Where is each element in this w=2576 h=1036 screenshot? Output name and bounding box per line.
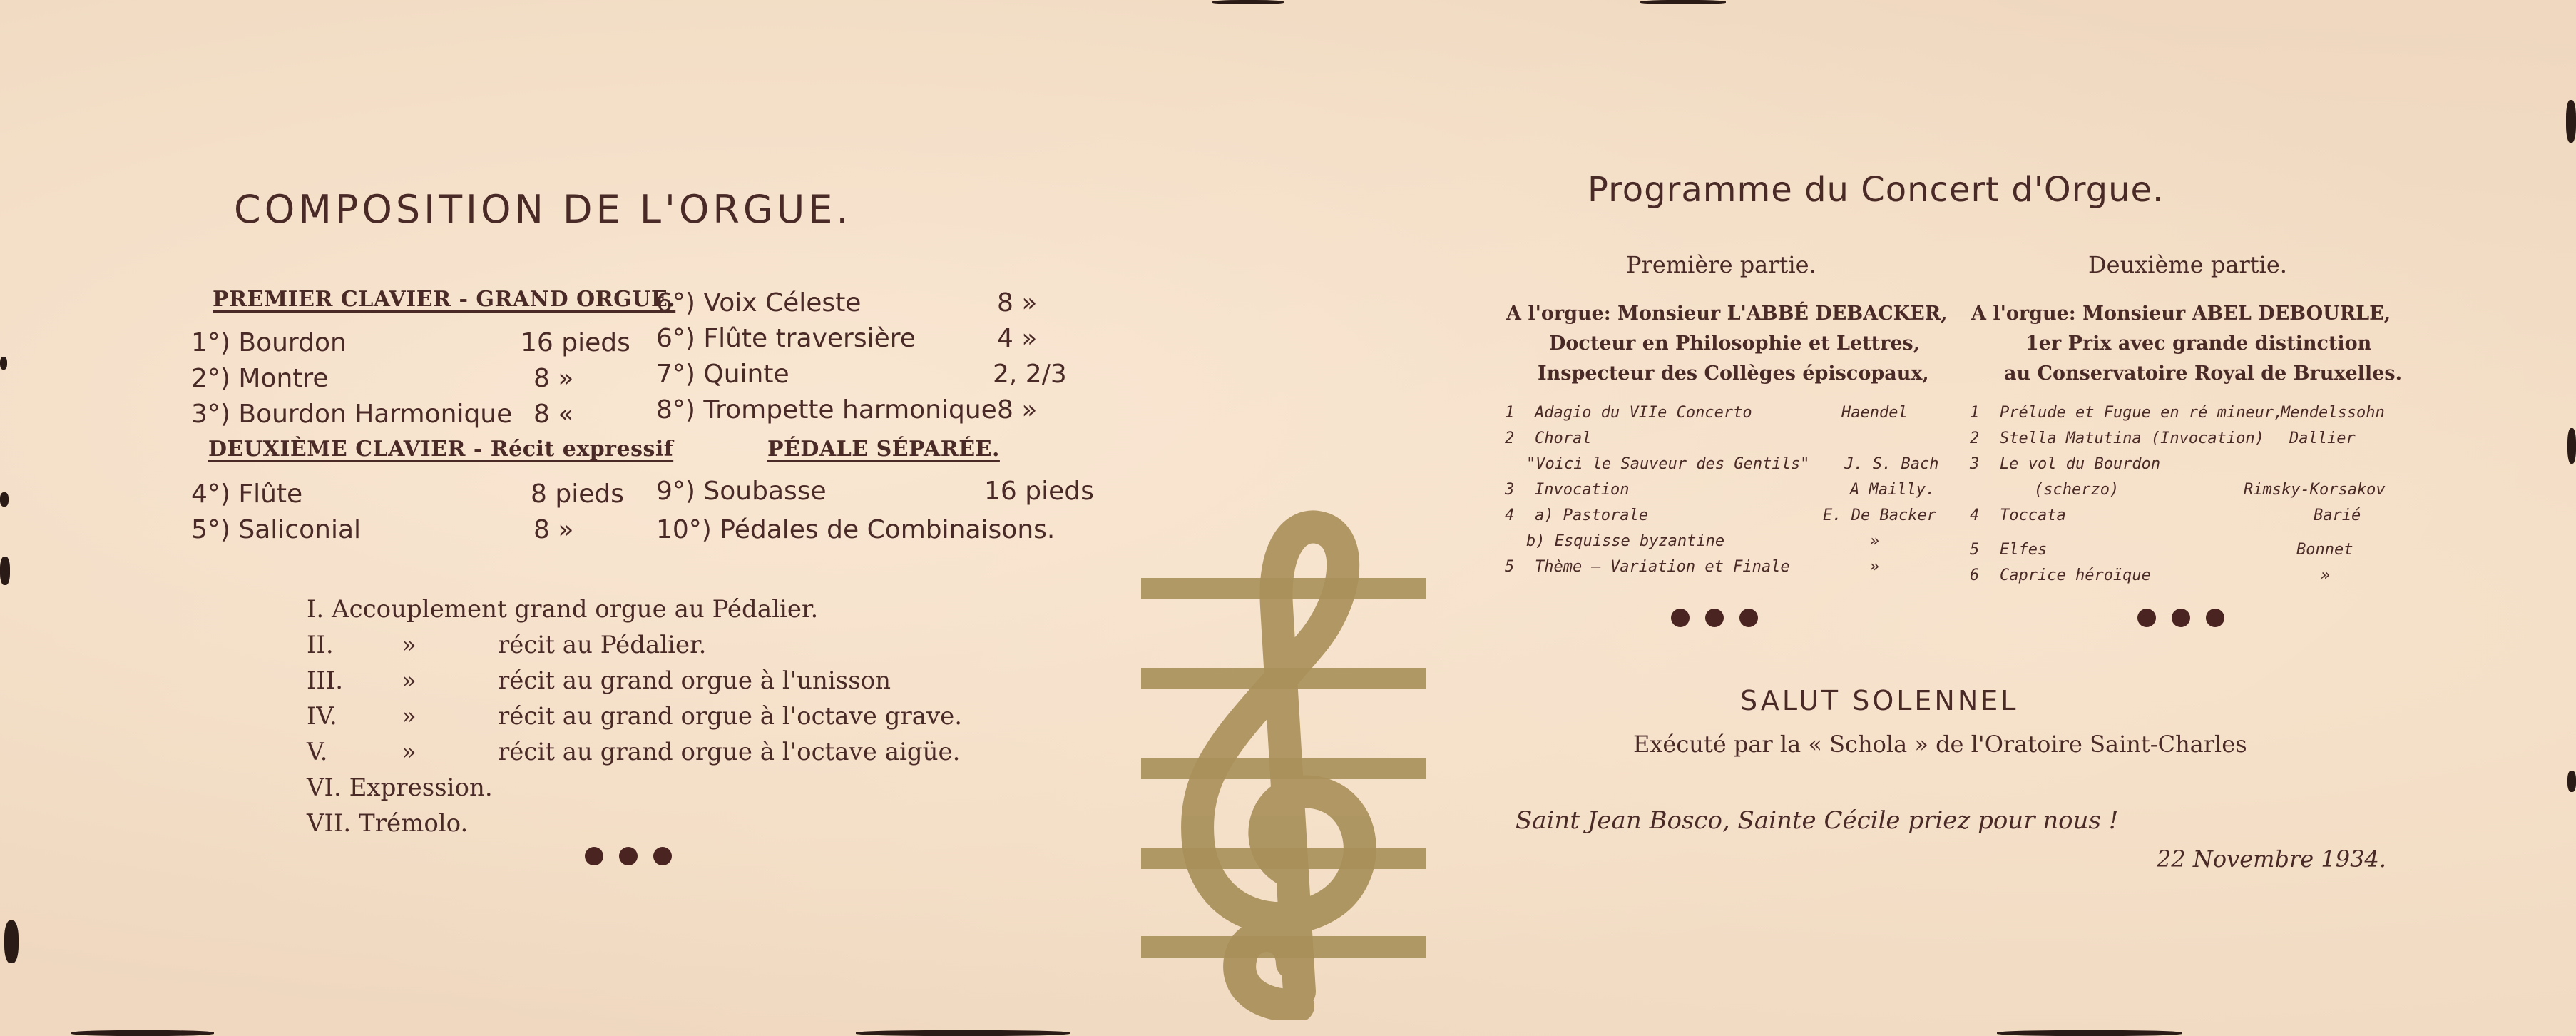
stop-name: 4°) Flûte xyxy=(191,479,303,509)
item-number: 3 xyxy=(1505,481,1515,499)
stop-size: 8 » xyxy=(533,364,574,393)
coupler-roman: II. xyxy=(307,631,334,659)
item-title: a) Pastorale xyxy=(1535,507,1648,524)
stop-size: 16 pieds xyxy=(521,328,630,357)
part1-heading: Première partie. xyxy=(1626,251,1816,278)
coupler-line: VI. Expression. xyxy=(307,773,493,802)
item-number: 1 xyxy=(1505,404,1515,422)
item-composer: » xyxy=(1870,558,1880,576)
part2-performer-line: au Conservatoire Royal de Bruxelles. xyxy=(2004,362,2402,385)
item-title: (scherzo) xyxy=(2034,481,2120,499)
item-composer: E. De Backer xyxy=(1823,507,1936,524)
stop-size: 16 pieds xyxy=(984,477,1094,506)
item-title: b) Esquisse byzantine xyxy=(1526,532,1725,550)
item-composer: » xyxy=(1870,532,1880,550)
item-number: 2 xyxy=(1505,430,1515,447)
coupler-roman: IV. xyxy=(307,702,337,731)
item-title: Choral xyxy=(1535,430,1592,447)
treble-clef-staff-icon xyxy=(1134,492,1433,1020)
edge-mark xyxy=(856,1030,1070,1036)
deuxieme-clavier-heading: DEUXIÈME CLAVIER - Récit expressif xyxy=(208,437,674,462)
part1-performer-line: Docteur en Philosophie et Lettres, xyxy=(1549,332,1921,355)
item-composer: Rimsky-Korsakov xyxy=(2244,481,2386,499)
item-composer: Bonnet xyxy=(2296,541,2353,559)
part1-performer-line: A l'orgue: Monsieur L'ABBÉ DEBACKER, xyxy=(1506,303,1948,325)
edge-mark xyxy=(1640,0,1726,4)
salut-solennel-heading: SALUT SOLENNEL xyxy=(1740,685,2019,716)
part2-performer-line: A l'orgue: Monsieur ABEL DEBOURLE, xyxy=(1971,303,2391,325)
item-title: Adagio du VIIe Concerto xyxy=(1535,404,1752,422)
item-composer: Barié xyxy=(2314,507,2361,524)
coupler-ditto: » xyxy=(402,666,416,695)
prayer-line: Saint Jean Bosco, Sainte Cécile priez pour nous ! xyxy=(1516,806,2119,835)
part1-performer-line: Inspecteur des Collèges épiscopaux, xyxy=(1538,362,1929,385)
item-composer: Dallier xyxy=(2289,430,2356,447)
item-title: Prélude et Fugue en ré mineur, xyxy=(2000,404,2284,422)
item-title: Caprice héroïque xyxy=(2000,567,2151,584)
coupler-roman: V. xyxy=(307,738,328,766)
concert-date: 22 Novembre 1934. xyxy=(2157,845,2387,873)
coupler-text: récit au Pédalier. xyxy=(498,631,707,659)
stop-size: 2, 2/3 xyxy=(993,360,1067,389)
stop-name: 2°) Montre xyxy=(191,364,329,393)
edge-mark xyxy=(2567,771,2576,792)
stop-size: 8 pieds xyxy=(531,479,624,509)
coupler-text: récit au grand orgue à l'unisson xyxy=(498,666,891,695)
coupler-ditto: » xyxy=(402,702,416,731)
item-number: 4 xyxy=(1505,507,1515,524)
stop-name: 6°) Flûte traversière xyxy=(656,324,916,353)
coupler-roman: III. xyxy=(307,666,344,695)
edge-mark xyxy=(2566,100,2576,143)
item-composer: A Mailly. xyxy=(1850,481,1936,499)
stop-name: 6°) Voix Céleste xyxy=(656,288,862,318)
stop-size: 8 » xyxy=(533,515,574,544)
edge-mark xyxy=(0,357,7,370)
item-composer: Mendelssohn xyxy=(2281,404,2385,422)
coupler-line: I. Accouplement grand orgue au Pédalier. xyxy=(307,595,819,624)
schola-line: Exécuté par la « Schola » de l'Oratoire Saint-Charles xyxy=(1633,731,2247,758)
item-number: 3 xyxy=(1970,455,1980,473)
item-title: Stella Matutina (Invocation) xyxy=(2000,430,2264,447)
stop-size: 8 » xyxy=(997,288,1038,318)
edge-mark xyxy=(2567,428,2576,464)
programme-title: Programme du Concert d'Orgue. xyxy=(1588,170,2164,210)
item-number: 1 xyxy=(1970,404,1980,422)
part2-performer-line: 1er Prix avec grande distinction xyxy=(2025,332,2372,355)
stop-size: 8 « xyxy=(533,400,574,429)
edge-mark xyxy=(1212,0,1284,4)
edge-mark xyxy=(0,557,10,585)
premier-clavier-heading: PREMIER CLAVIER - GRAND ORGUE. xyxy=(213,287,676,312)
stop-name: 9°) Soubasse xyxy=(656,477,827,506)
stop-size: 4 » xyxy=(997,324,1038,353)
item-title: Le vol du Bourdon xyxy=(2000,455,2161,473)
stop-size: 8 » xyxy=(997,395,1038,425)
coupler-text: récit au grand orgue à l'octave aigüe. xyxy=(498,738,961,766)
coupler-line: VII. Trémolo. xyxy=(307,809,469,838)
item-composer: J. S. Bach xyxy=(1844,455,1939,473)
item-number: 5 xyxy=(1970,541,1980,559)
item-title: Invocation xyxy=(1535,481,1630,499)
item-composer: Haendel xyxy=(1841,404,1908,422)
item-number: 5 xyxy=(1505,558,1515,576)
coupler-ditto: » xyxy=(402,631,416,659)
pedale-separee-heading: PÉDALE SÉPARÉE. xyxy=(767,437,1000,462)
edge-mark xyxy=(4,920,19,963)
stop-name: 7°) Quinte xyxy=(656,360,789,389)
stop-name: 8°) Trompette harmonique xyxy=(656,395,997,425)
organ-composition-title: COMPOSITION DE L'ORGUE. xyxy=(234,187,852,232)
edge-mark xyxy=(1997,1030,2182,1036)
item-title: "Voici le Sauveur des Gentils" xyxy=(1526,455,1810,473)
coupler-text: récit au grand orgue à l'octave grave. xyxy=(498,702,963,731)
item-composer: » xyxy=(2321,567,2331,584)
item-number: 4 xyxy=(1970,507,1980,524)
edge-mark xyxy=(0,492,9,507)
stop-name: 3°) Bourdon Harmonique xyxy=(191,400,513,429)
item-number: 2 xyxy=(1970,430,1980,447)
stop-name: 10°) Pédales de Combinaisons. xyxy=(656,515,1056,544)
item-title: Toccata xyxy=(2000,507,2066,524)
part2-heading: Deuxième partie. xyxy=(2088,251,2287,278)
item-number: 6 xyxy=(1970,567,1980,584)
edge-mark xyxy=(71,1030,214,1036)
stop-name: 5°) Saliconial xyxy=(191,515,362,544)
item-title: Thème — Variation et Finale xyxy=(1535,558,1790,576)
item-title: Elfes xyxy=(2000,541,2048,559)
stop-name: 1°) Bourdon xyxy=(191,328,347,357)
coupler-ditto: » xyxy=(402,738,416,766)
